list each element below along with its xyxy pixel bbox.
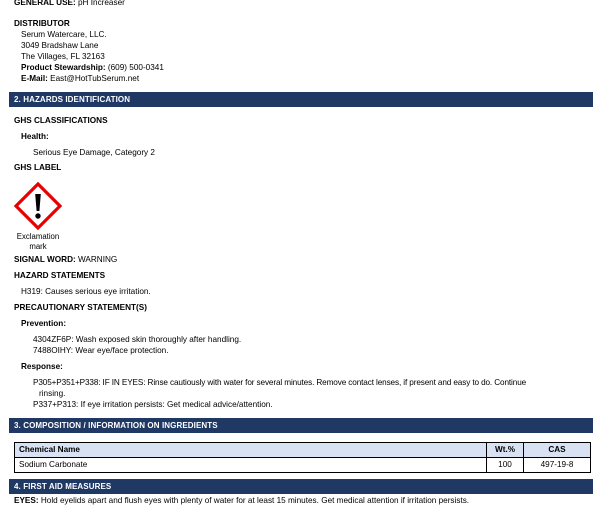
stewardship-label: Product Stewardship: [21,63,106,72]
hazard-statement-h319: H319: Causes serious eye irritation. [21,287,151,296]
cell-chemical-name: Sodium Carbonate [15,458,487,473]
general-use-value: pH Increaser [75,0,125,7]
general-use-line [14,0,125,7]
first-aid-eyes-line [14,496,469,505]
ghs-label-heading: GHS LABEL [14,163,62,172]
email-link[interactable]: East@HotTubSerum.net [47,74,140,83]
signal-word-label: SIGNAL WORD: [14,255,76,264]
health-label: Health: [21,132,49,141]
signal-word-line [14,255,117,264]
distributor-name: Serum Watercare, LLC. [21,30,107,39]
table-row [15,458,591,473]
exclamation-mark-icon [14,182,62,230]
distributor-address-1: 3049 Bradshaw Lane [21,41,99,50]
email-label: E-Mail: [21,74,48,83]
email-line [21,74,139,83]
pictogram-caption-2: mark [29,242,47,251]
eyes-label: EYES: [14,496,39,505]
response-statement-1: P305+P351+P338: IF IN EYES: Rinse cautiously with water for several minutes. Remove contact lenses, if present and easy to do. Continue [33,378,527,387]
response-label: Response: [21,362,63,371]
cell-cas: 497-19-8 [524,458,591,473]
prevention-statement-2: 7488OIHY: Wear eye/face protection. [33,346,169,355]
table-header-row [15,443,591,458]
pictogram-caption-1: Exclamation [16,232,60,241]
section-3-header: 3. COMPOSITION / INFORMATION ON INGREDIENTS [9,418,593,433]
health-classification: Serious Eye Damage, Category 2 [33,148,155,157]
ghs-classifications-heading: GHS CLASSIFICATIONS [14,116,108,125]
stewardship-value: (609) 500-0341 [105,63,164,72]
section-4-header: 4. FIRST AID MEASURES [9,479,593,494]
column-header-wt: Wt.% [487,443,524,458]
response-statement-1-cont: rinsing. [39,389,66,398]
cell-wt: 100 [487,458,524,473]
response-statement-2: P337+P313: If eye irritation persists: Get medical advice/attention. [33,400,273,409]
signal-word-value: WARNING [75,255,118,264]
distributor-address-2: The Villages, FL 32163 [21,52,105,61]
prevention-statement-1: 4304ZF6P: Wash exposed skin thoroughly after handling. [33,335,242,344]
column-header-cas: CAS [524,443,591,458]
eyes-instructions: Hold eyelids apart and flush eyes with plenty of water for at least 15 minutes. Get medical attention if irritation persists. [38,496,470,505]
general-use-label: GENERAL USE: [14,0,76,7]
prevention-label: Prevention: [21,319,67,328]
column-header-chemical-name: Chemical Name [15,443,487,458]
ingredients-table [14,442,591,473]
precautionary-statements-heading: PRECAUTIONARY STATEMENT(S) [14,303,147,312]
product-stewardship-line [21,63,164,72]
section-2-header: 2. HAZARDS IDENTIFICATION [9,92,593,107]
distributor-heading: DISTRIBUTOR [14,19,70,28]
hazard-statements-heading: HAZARD STATEMENTS [14,271,106,280]
